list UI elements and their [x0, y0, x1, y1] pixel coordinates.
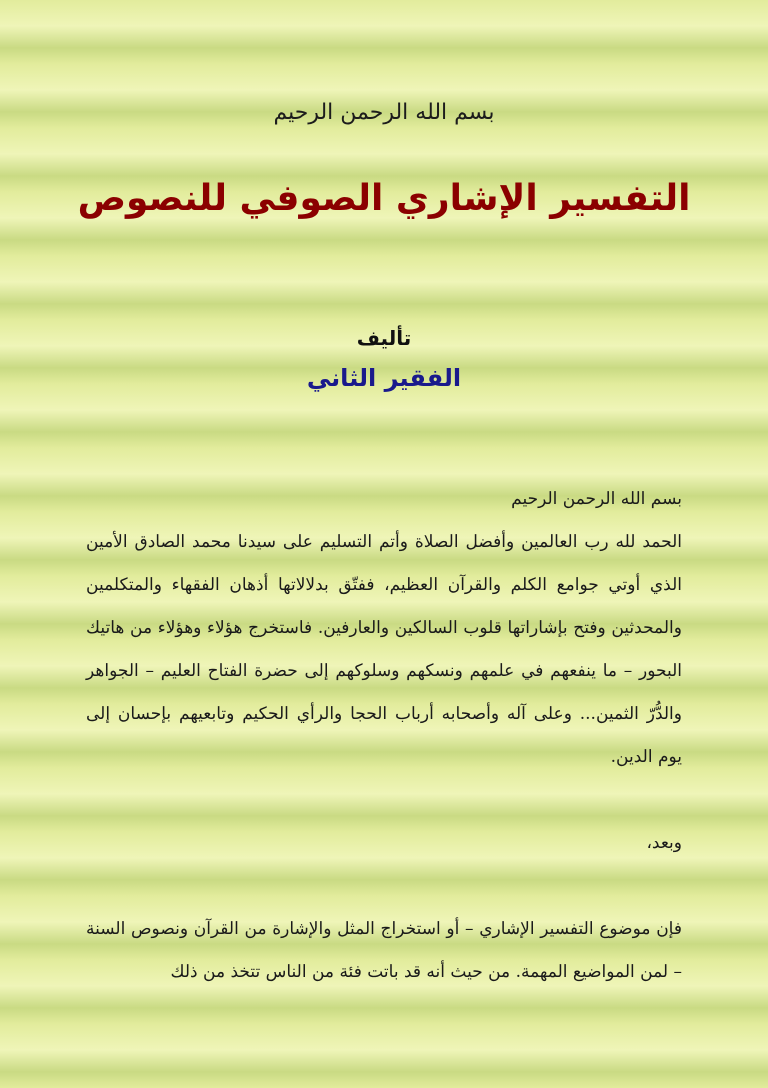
intro-paragraph: الحمد لله رب العالمين وأفضل الصلاة وأتم التسليم على سيدنا محمد الصادق الأمين الذي أوتي جوامع الكلم والقرآن العظيم، ففتّق بدلالاتها أذهان الفقهاء والمتكلمين والمحدثين وفتح بإشاراتها قلوب السالكين والعارفين. فاستخرج هؤلاء وهؤلاء من هاتيك البحور – ما ينفعهم في علمهم ونسكهم وسلوكهم إلى حضرة الفتاح العليم – الجواهر والدُّرّ الثمين... وعلى آله وأصحابه أرباب الحجا والرأي الحكيم وتابعيهم بإحسان إلى يوم الدين.	[86, 532, 682, 767]
second-paragraph: فإن موضوع التفسير الإشاري – أو استخراج المثل والإشارة من القرآن ونصوص السنة – لمن المواضيع المهمة. من حيث أنه قد باتت فئة من الناس تتخذ من ذلك	[86, 919, 682, 982]
transition-word: وبعد،	[646, 833, 682, 853]
body-basmala: بسم الله الرحمن الرحيم	[511, 489, 682, 509]
basmala-heading: بسم الله الرحمن الرحيم	[273, 100, 495, 125]
author-label: تأليف	[356, 326, 412, 350]
book-title: التفسير الإشاري الصوفي للنصوص	[77, 178, 691, 219]
author-name: الفقير الثاني	[306, 364, 462, 392]
